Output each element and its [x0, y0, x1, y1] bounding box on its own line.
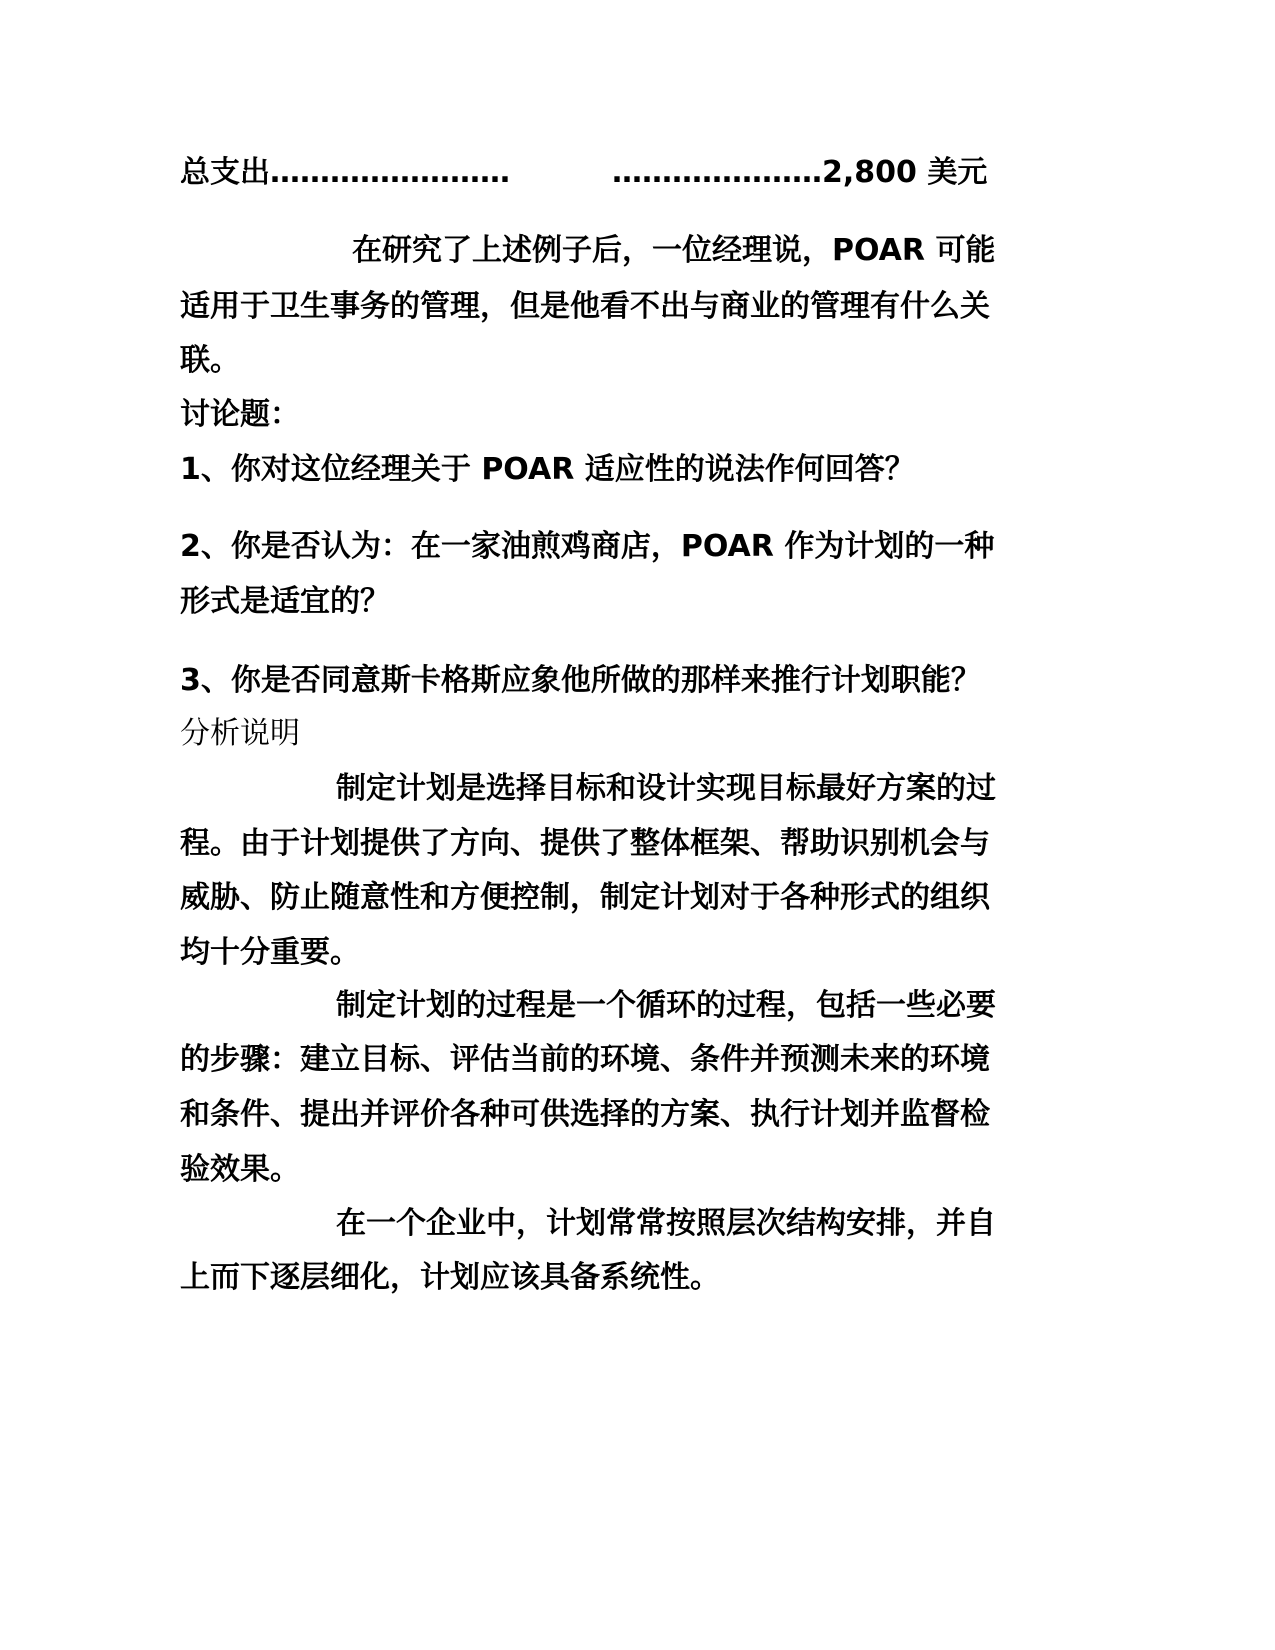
total-expense-label: 总支出……………………	[180, 155, 510, 190]
analysis-p1-line-1: 制定计划是选择目标和设计实现目标最好方案的过	[336, 771, 996, 806]
analysis-p1-line-2: 程。由于计划提供了方向、提供了整体框架、帮助识别机会与	[180, 826, 990, 861]
manager-paragraph-line-3: 联。	[180, 343, 240, 378]
analysis-p1-line-3: 威胁、防止随意性和方便控制，制定计划对于各种形式的组织	[180, 880, 990, 915]
manager-paragraph-line-2: 适用于卫生事务的管理，但是他看不出与商业的管理有什么关	[180, 289, 990, 324]
analysis-p2-line-2: 的步骤：建立目标、评估当前的环境、条件并预测未来的环境	[180, 1042, 990, 1077]
question-2-line-1: 2、你是否认为：在一家油煎鸡商店，POAR 作为计划的一种	[180, 529, 995, 564]
analysis-heading: 分析说明	[180, 716, 300, 751]
discussion-heading: 讨论题：	[180, 397, 300, 432]
manager-paragraph-line-1: 在研究了上述例子后，一位经理说，POAR 可能	[352, 233, 996, 268]
analysis-p2-line-4: 验效果。	[180, 1152, 300, 1187]
analysis-p1-line-4: 均十分重要。	[180, 935, 360, 970]
analysis-p3-line-2: 上而下逐层细化，计划应该具备系统性。	[180, 1260, 720, 1295]
question-2-line-2: 形式是适宜的？	[180, 584, 390, 619]
question-1: 1、你对这位经理关于 POAR 适应性的说法作何回答？	[180, 452, 915, 487]
total-expense-amount: …………………2,800 美元	[612, 155, 988, 190]
analysis-p2-line-1: 制定计划的过程是一个循环的过程，包括一些必要	[336, 988, 996, 1023]
question-3: 3、你是否同意斯卡格斯应象他所做的那样来推行计划职能？	[180, 663, 981, 698]
analysis-p2-line-3: 和条件、提出并评价各种可供选择的方案、执行计划并监督检	[180, 1097, 990, 1132]
analysis-p3-line-1: 在一个企业中，计划常常按照层次结构安排，并自	[336, 1206, 996, 1241]
